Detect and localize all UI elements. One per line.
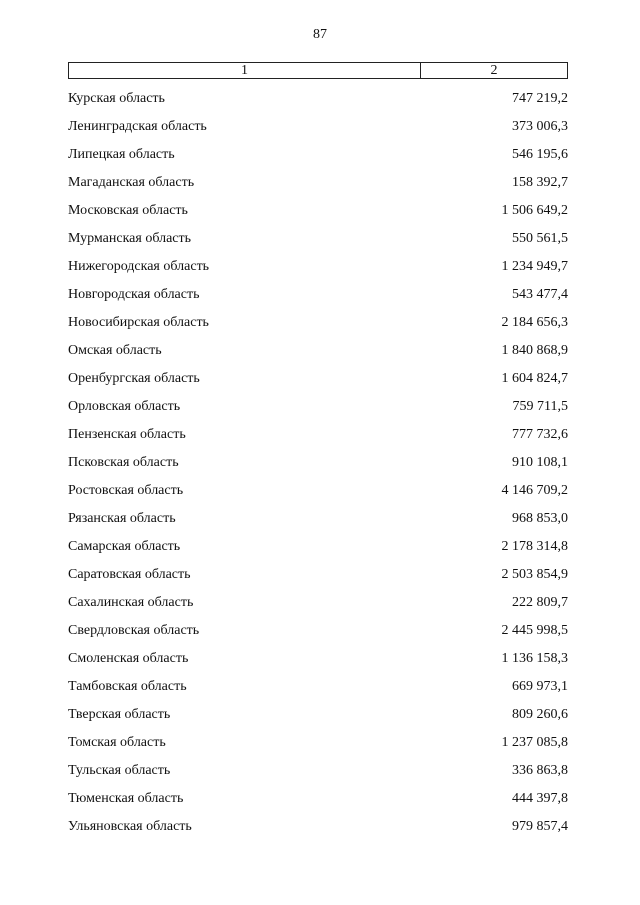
table-row <box>68 477 568 505</box>
region-name: Ростовская область <box>68 483 184 498</box>
table-row <box>68 589 568 617</box>
table-row <box>68 85 568 113</box>
table-row <box>68 701 568 729</box>
region-value: 747 219,2 <box>512 91 568 106</box>
region-value: 550 561,5 <box>512 231 568 246</box>
region-name: Новосибирская область <box>68 315 209 330</box>
region-value: 910 108,1 <box>512 455 568 470</box>
table-row <box>68 617 568 645</box>
region-name: Оренбургская область <box>68 371 200 386</box>
table-row <box>68 309 568 337</box>
region-value: 968 853,0 <box>512 511 568 526</box>
table-row <box>68 449 568 477</box>
table-row <box>68 561 568 589</box>
region-name: Рязанская область <box>68 511 176 526</box>
region-name: Тульская область <box>68 763 171 778</box>
table-row <box>68 645 568 673</box>
region-name: Нижегородская область <box>68 259 210 274</box>
region-name: Ульяновская область <box>68 819 192 834</box>
region-name: Тамбовская область <box>68 679 187 694</box>
region-value: 1 136 158,3 <box>501 651 568 666</box>
region-value: 2 178 314,8 <box>501 539 568 554</box>
region-value: 669 973,1 <box>512 679 568 694</box>
table-row <box>68 785 568 813</box>
region-value: 1 234 949,7 <box>501 259 568 274</box>
region-value: 2 503 854,9 <box>501 567 568 582</box>
region-value: 1 840 868,9 <box>501 343 568 358</box>
table-row <box>68 813 568 841</box>
table-header <box>68 62 568 79</box>
region-name: Омская область <box>68 343 162 358</box>
region-value: 809 260,6 <box>512 707 568 722</box>
column-header-1: 1 <box>69 63 421 78</box>
region-value: 979 857,4 <box>512 819 568 834</box>
table-row <box>68 141 568 169</box>
region-value: 1 506 649,2 <box>501 203 568 218</box>
region-name: Саратовская область <box>68 567 191 582</box>
page-number: 87 <box>313 27 327 42</box>
region-name: Свердловская область <box>68 623 200 638</box>
region-name: Псковская область <box>68 455 179 470</box>
table-row <box>68 113 568 141</box>
region-name: Орловская область <box>68 399 181 414</box>
column-header-2: 2 <box>490 63 498 78</box>
region-name: Магаданская область <box>68 175 195 190</box>
region-value: 373 006,3 <box>512 119 568 134</box>
region-value: 158 392,7 <box>512 175 568 190</box>
region-value: 4 146 709,2 <box>501 483 568 498</box>
table-row <box>68 197 568 225</box>
region-value: 336 863,8 <box>512 763 568 778</box>
region-name: Новгородская область <box>68 287 200 302</box>
table-row <box>68 281 568 309</box>
table-row <box>68 365 568 393</box>
table-row <box>68 533 568 561</box>
table-row <box>68 225 568 253</box>
region-value: 2 184 656,3 <box>501 315 568 330</box>
region-value: 444 397,8 <box>512 791 568 806</box>
region-value: 777 732,6 <box>512 427 568 442</box>
region-value: 546 195,6 <box>512 147 568 162</box>
region-name: Ленинградская область <box>68 119 207 134</box>
region-value: 759 711,5 <box>512 399 568 414</box>
table-row <box>68 729 568 757</box>
region-value: 1 604 824,7 <box>501 371 568 386</box>
region-value: 1 237 085,8 <box>501 735 568 750</box>
region-name: Тюменская область <box>68 791 184 806</box>
region-name: Московская область <box>68 203 188 218</box>
table-row <box>68 253 568 281</box>
region-name: Смоленская область <box>68 651 189 666</box>
region-name: Тверская область <box>68 707 171 722</box>
table-row <box>68 169 568 197</box>
table-row <box>68 337 568 365</box>
region-name: Пензенская область <box>68 427 186 442</box>
region-name: Мурманская область <box>68 231 192 246</box>
region-name: Курская область <box>68 91 165 106</box>
region-value: 543 477,4 <box>512 287 568 302</box>
table-row <box>68 757 568 785</box>
region-name: Томская область <box>68 735 166 750</box>
region-value: 222 809,7 <box>512 595 568 610</box>
table-body <box>68 85 568 841</box>
region-name: Липецкая область <box>68 147 175 162</box>
region-name: Самарская область <box>68 539 181 554</box>
table-row <box>68 393 568 421</box>
table-row <box>68 673 568 701</box>
table-row <box>68 421 568 449</box>
region-value: 2 445 998,5 <box>501 623 568 638</box>
region-name: Сахалинская область <box>68 595 194 610</box>
table-row <box>68 505 568 533</box>
